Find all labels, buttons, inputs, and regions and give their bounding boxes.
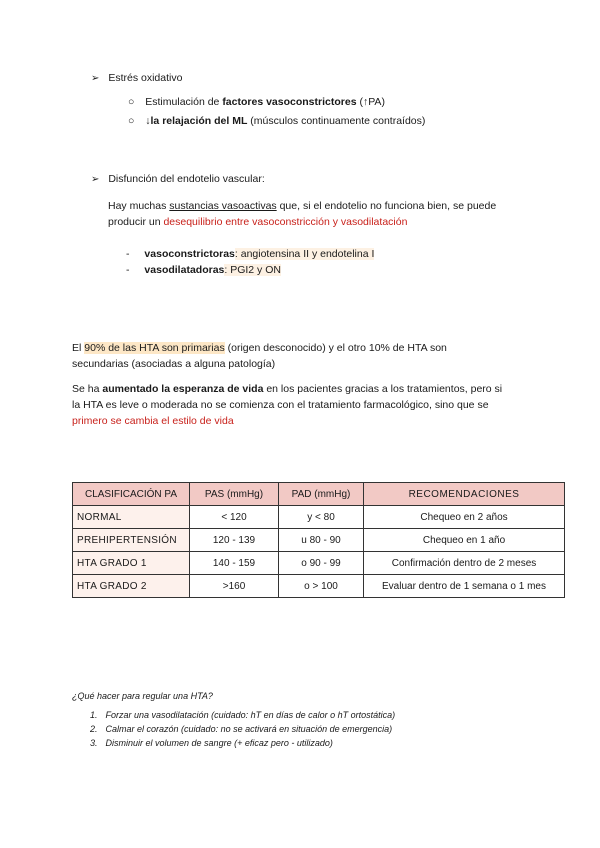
table-header-row bbox=[73, 483, 565, 506]
circle-bullet-icon: ○ bbox=[128, 115, 135, 127]
classification-table bbox=[72, 482, 565, 598]
dash-bullet-icon: - bbox=[126, 248, 130, 260]
table-row: PREHIPERTENSIÓN 120 - 139 u 80 - 90 Chequeo en 1 año bbox=[73, 529, 565, 552]
list-item: 2. Calmar el corazón (cuidado: no se activará en situación de emergencia) bbox=[90, 724, 393, 734]
table-row: NORMAL < 120 y < 80 Chequeo en 2 años bbox=[73, 506, 565, 529]
paragraph-line: El 90% de las HTA son primarias (origen desconocido) y el otro 10% de HTA son bbox=[72, 342, 447, 354]
section-disfuncion bbox=[91, 173, 265, 185]
paragraph-line: secundarias (asociadas a alguna patología) bbox=[72, 358, 276, 370]
list-item: - vasodilatadoras: PGI2 y ON bbox=[126, 264, 281, 276]
paragraph-line: Se ha aumentado la esperanza de vida en los pacientes gracias a los tratamientos, pero si bbox=[72, 383, 503, 395]
arrow-bullet-icon: ➢ bbox=[91, 73, 100, 84]
table-row: HTA GRADO 1 140 - 159 o 90 - 99 Confirmación dentro de 2 meses bbox=[73, 552, 565, 575]
list-item: 1. Forzar una vasodilatación (cuidado: hT en días de calor o hT ortostática) bbox=[90, 710, 396, 720]
col-header: RECOMENDACIONES bbox=[364, 483, 565, 506]
arrow-bullet-icon: ➢ bbox=[91, 174, 100, 185]
table-row: HTA GRADO 2 >160 o > 100 Evaluar dentro de 1 semana o 1 mes bbox=[73, 575, 565, 598]
list-item: ○ Estimulación de factores vasoconstrictores (↑PA) bbox=[128, 96, 385, 108]
question-title: ¿Qué hacer para regular una HTA? bbox=[72, 691, 213, 701]
down-arrow-icon: ↓ bbox=[145, 115, 151, 127]
section-estres bbox=[91, 72, 182, 84]
heading-estres-oxidativo: Estrés oxidativo bbox=[108, 72, 183, 84]
list-item: - vasoconstrictoras: angiotensina II y endotelina I bbox=[126, 248, 375, 260]
col-header: PAD (mmHg) bbox=[279, 483, 364, 506]
paragraph-line: primero se cambia el estilo de vida bbox=[72, 415, 234, 427]
col-header: PAS (mmHg) bbox=[190, 483, 279, 506]
circle-bullet-icon: ○ bbox=[128, 96, 135, 108]
list-item: 3. Disminuir el volumen de sangre (+ eficaz pero - utilizado) bbox=[90, 738, 333, 748]
list-item: ○ ↓la relajación del ML (músculos continuamente contraídos) bbox=[128, 115, 426, 127]
col-header: CLASIFICACIÓN PA bbox=[73, 483, 190, 506]
paragraph-line: producir un desequilibrio entre vasoconstricción y vasodilatación bbox=[108, 216, 408, 228]
paragraph-line: la HTA es leve o moderada no se comienza con el tratamiento farmacológico, sino que se bbox=[72, 399, 489, 411]
paragraph-line: Hay muchas sustancias vasoactivas que, si el endotelio no funciona bien, se puede bbox=[108, 200, 497, 212]
heading-disfuncion: Disfunción del endotelio vascular: bbox=[108, 173, 265, 185]
dash-bullet-icon: - bbox=[126, 264, 130, 276]
